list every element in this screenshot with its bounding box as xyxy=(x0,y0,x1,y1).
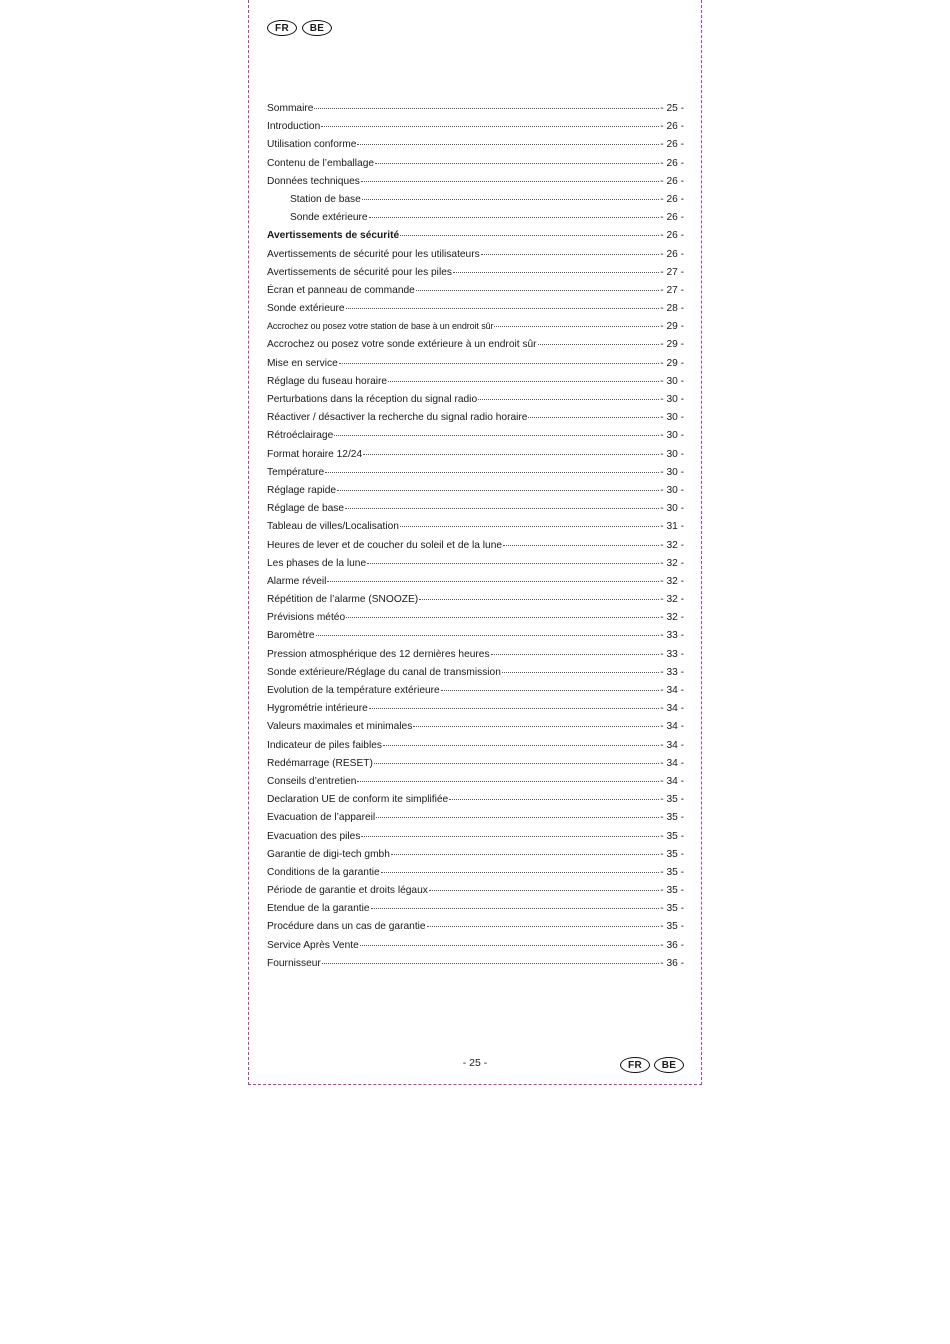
toc-entry-page: - 32 - xyxy=(660,594,684,606)
toc-entry-page: - 30 - xyxy=(660,448,684,460)
toc-entry[interactable] xyxy=(267,467,684,485)
toc-entry[interactable] xyxy=(267,267,684,285)
dot-leader xyxy=(325,472,659,473)
toc-entry[interactable] xyxy=(267,576,684,594)
dot-leader xyxy=(528,417,659,418)
toc-entry-label: Evacuation de l’appareil xyxy=(267,812,376,824)
toc-entry-label: Sonde extérieure/Réglage du canal de transmission xyxy=(267,666,501,678)
toc-entry-label: Sommaire xyxy=(267,103,314,114)
dot-leader xyxy=(416,290,659,291)
toc-entry[interactable] xyxy=(267,958,684,976)
toc-entry[interactable] xyxy=(267,303,684,321)
toc-entry-page: - 29 - xyxy=(660,357,684,369)
dot-leader xyxy=(381,872,660,873)
toc-entry-label: Contenu de l’emballage xyxy=(267,157,375,169)
toc-entry-page: - 35 - xyxy=(660,885,684,897)
toc-entry-page: - 35 - xyxy=(660,903,684,915)
toc-entry-label: Sonde extérieure xyxy=(290,212,368,224)
toc-entry-page: - 30 - xyxy=(660,466,684,478)
dot-leader xyxy=(481,254,660,255)
toc-entry-label: Declaration UE de conform ite simplifiée xyxy=(267,794,449,806)
toc-entry-page: - 36 - xyxy=(660,957,684,969)
toc-entry[interactable] xyxy=(267,176,684,194)
toc-entry-page: - 35 - xyxy=(660,866,684,878)
dot-leader xyxy=(345,508,659,509)
dot-leader xyxy=(339,363,659,364)
toc-entry[interactable] xyxy=(267,158,684,176)
toc-entry[interactable] xyxy=(267,412,684,430)
toc-entry-label: Réglage de base xyxy=(267,503,345,515)
dot-leader xyxy=(383,745,659,746)
dot-leader xyxy=(375,163,659,164)
table-of-contents xyxy=(267,103,684,976)
toc-entry-page: - 32 - xyxy=(660,539,684,551)
toc-entry-page: - 35 - xyxy=(660,794,684,806)
dot-leader xyxy=(316,635,660,636)
toc-entry[interactable] xyxy=(267,503,684,521)
toc-entry-page: - 26 - xyxy=(660,193,684,205)
dot-leader xyxy=(441,690,659,691)
dot-leader xyxy=(453,272,659,273)
toc-entry[interactable] xyxy=(267,194,684,212)
toc-entry-label: Avertissements de sécurité pour les piles xyxy=(267,266,452,278)
toc-entry-label: Valeurs maximales et minimales xyxy=(267,721,413,733)
toc-entry-page: - 29 - xyxy=(660,321,684,333)
toc-entry-label: Procédure dans un cas de garantie xyxy=(267,921,426,933)
toc-entry[interactable] xyxy=(267,249,684,267)
toc-entry-label: Prévisions météo xyxy=(267,612,346,624)
toc-entry[interactable] xyxy=(267,703,684,721)
toc-entry-page: - 32 - xyxy=(660,575,684,587)
dot-leader xyxy=(337,490,659,491)
toc-entry[interactable] xyxy=(267,740,684,758)
toc-entry[interactable] xyxy=(267,776,684,794)
toc-entry-label: Etendue de la garantie xyxy=(267,903,370,915)
toc-entry[interactable] xyxy=(267,285,684,303)
dot-leader xyxy=(357,144,659,145)
dot-leader xyxy=(363,454,659,455)
toc-entry[interactable] xyxy=(267,485,684,503)
toc-entry-label: Avertissements de sécurité xyxy=(267,230,400,242)
toc-entry-label: Station de base xyxy=(290,193,361,205)
toc-entry[interactable] xyxy=(267,812,684,830)
toc-entry[interactable] xyxy=(267,685,684,703)
toc-entry-page: - 34 - xyxy=(660,757,684,769)
toc-entry-label: Accrochez ou posez votre sonde extérieure à un endroit sûr xyxy=(267,339,537,351)
toc-entry[interactable] xyxy=(267,376,684,394)
toc-entry-label: Introduction xyxy=(267,121,321,133)
toc-entry[interactable] xyxy=(267,540,684,558)
toc-entry[interactable] xyxy=(267,630,684,648)
dot-leader xyxy=(321,126,659,127)
dot-leader xyxy=(538,344,660,345)
dot-leader xyxy=(322,963,659,964)
dot-leader xyxy=(369,708,659,709)
toc-entry-page: - 28 - xyxy=(660,303,684,315)
toc-entry[interactable] xyxy=(267,649,684,667)
dot-leader xyxy=(374,763,659,764)
footer-language-badge-fr: FR xyxy=(620,1057,650,1073)
dot-leader xyxy=(327,581,659,582)
toc-entry-page: - 32 - xyxy=(660,612,684,624)
dot-leader xyxy=(419,599,659,600)
toc-entry-label: Evacuation des piles xyxy=(267,830,361,842)
toc-entry-label: Période de garantie et droits légaux xyxy=(267,885,428,897)
toc-entry-label: Alarme réveil xyxy=(267,575,327,587)
toc-entry-label: Réglage rapide xyxy=(267,484,337,496)
toc-entry[interactable] xyxy=(267,867,684,885)
toc-entry-page: - 34 - xyxy=(660,685,684,696)
dot-leader xyxy=(376,817,659,818)
toc-entry-label: Utilisation conforme xyxy=(267,139,357,151)
toc-entry[interactable] xyxy=(267,339,684,357)
dot-leader xyxy=(502,672,659,673)
toc-entry-label: Rétroéclairage xyxy=(267,430,334,442)
toc-entry-page: - 30 - xyxy=(660,394,684,405)
dot-leader xyxy=(449,799,659,800)
toc-entry-label: Écran et panneau de commande xyxy=(267,284,415,296)
toc-entry-label: Réglage du fuseau horaire xyxy=(267,375,388,387)
toc-entry[interactable] xyxy=(267,849,684,867)
dot-leader xyxy=(346,617,659,618)
toc-entry[interactable] xyxy=(267,212,684,230)
toc-entry-label: Format horaire 12/24 xyxy=(267,448,363,460)
dot-leader xyxy=(429,890,659,891)
dot-leader xyxy=(346,308,660,309)
toc-entry-label: Fournisseur xyxy=(267,957,321,969)
toc-entry-page: - 35 - xyxy=(660,830,684,842)
toc-entry-page: - 34 - xyxy=(660,775,684,787)
toc-entry-label: Données techniques xyxy=(267,175,360,187)
toc-entry[interactable] xyxy=(267,794,684,812)
dot-leader xyxy=(400,526,659,527)
toc-entry[interactable] xyxy=(267,230,684,248)
dot-leader xyxy=(357,781,659,782)
dot-leader xyxy=(494,326,659,327)
toc-entry-page: - 26 - xyxy=(660,248,684,260)
toc-entry-label: Les phases de la lune xyxy=(267,557,367,569)
dot-leader xyxy=(413,726,659,727)
toc-entry-page: - 33 - xyxy=(660,666,684,678)
toc-entry-page: - 35 - xyxy=(660,921,684,933)
page-number: - 25 - xyxy=(462,1057,488,1069)
dot-leader xyxy=(371,908,660,909)
toc-entry[interactable] xyxy=(267,612,684,630)
toc-entry-page: - 35 - xyxy=(660,848,684,860)
toc-entry[interactable] xyxy=(267,521,684,539)
toc-entry[interactable] xyxy=(267,449,684,467)
dot-leader xyxy=(388,381,659,382)
toc-entry-label: Garantie de digi-tech gmbh xyxy=(267,848,390,860)
toc-entry-page: - 27 - xyxy=(660,284,684,296)
toc-entry[interactable] xyxy=(267,358,684,376)
toc-entry-label: Sonde extérieure xyxy=(267,303,345,315)
toc-entry-label: Accrochez ou posez votre station de base à un endroit sûr xyxy=(267,321,494,332)
toc-entry-label: Avertissements de sécurité pour les utilisateurs xyxy=(267,248,480,260)
toc-entry-label: Répétition de l’alarme (SNOOZE) xyxy=(267,594,419,606)
toc-entry[interactable] xyxy=(267,321,684,339)
toc-entry-label: Mise en service xyxy=(267,357,338,369)
toc-entry-page: - 30 - xyxy=(660,503,684,515)
toc-entry-page: - 26 - xyxy=(660,175,684,187)
toc-entry-label: Conditions de la garantie xyxy=(267,866,380,878)
toc-entry-page: - 34 - xyxy=(660,721,684,733)
toc-entry-page: - 27 - xyxy=(660,266,684,278)
toc-entry[interactable] xyxy=(267,885,684,903)
dot-leader xyxy=(491,654,660,655)
toc-entry-label: Température xyxy=(267,466,325,478)
toc-entry-page: - 26 - xyxy=(660,121,684,133)
dot-leader xyxy=(334,435,659,436)
toc-entry-label: Tableau de villes/Localisation xyxy=(267,521,399,533)
toc-entry-page: - 34 - xyxy=(660,703,684,715)
dot-leader xyxy=(400,235,659,236)
toc-entry-page: - 36 - xyxy=(660,939,684,951)
toc-entry-page: - 33 - xyxy=(660,648,684,660)
toc-entry-page: - 32 - xyxy=(660,557,684,569)
toc-entry[interactable] xyxy=(267,394,684,412)
toc-entry[interactable] xyxy=(267,430,684,448)
toc-entry-label: Indicateur de piles faibles xyxy=(267,739,382,751)
toc-entry-label: Redémarrage (RESET) xyxy=(267,757,373,769)
toc-entry-label: Conseils d’entretien xyxy=(267,775,357,787)
toc-entry[interactable] xyxy=(267,758,684,776)
dot-leader xyxy=(369,217,660,218)
toc-entry[interactable] xyxy=(267,921,684,939)
dot-leader xyxy=(314,108,659,109)
toc-entry-label: Evolution de la température extérieure xyxy=(267,685,440,696)
toc-entry-page: - 31 - xyxy=(660,521,684,533)
dot-leader xyxy=(361,181,659,182)
toc-entry-label: Baromètre xyxy=(267,630,315,642)
toc-entry-label: Pression atmosphérique des 12 dernières heures xyxy=(267,648,490,660)
toc-entry-page: - 30 - xyxy=(660,484,684,496)
toc-entry-page: - 29 - xyxy=(660,339,684,351)
toc-entry-page: - 26 - xyxy=(660,139,684,151)
toc-entry[interactable] xyxy=(267,831,684,849)
toc-entry-page: - 33 - xyxy=(660,630,684,642)
toc-entry[interactable] xyxy=(267,594,684,612)
dot-leader xyxy=(362,199,659,200)
toc-entry[interactable] xyxy=(267,558,684,576)
toc-entry-label: Hygrométrie intérieure xyxy=(267,703,368,715)
toc-entry-page: - 26 - xyxy=(660,212,684,224)
dot-leader xyxy=(360,945,659,946)
language-badge-be: BE xyxy=(302,20,332,36)
language-badge-fr: FR xyxy=(267,20,297,36)
toc-entry-label: Perturbations dans la réception du signal radio xyxy=(267,394,478,405)
footer-language-badge-be: BE xyxy=(654,1057,684,1073)
toc-entry-page: - 25 - xyxy=(660,103,684,114)
toc-entry-page: - 26 - xyxy=(660,230,684,242)
toc-entry-label: Service Après Vente xyxy=(267,939,359,951)
dot-leader xyxy=(391,854,659,855)
dot-leader xyxy=(478,399,659,400)
document-page xyxy=(248,0,702,1085)
toc-entry-page: - 30 - xyxy=(660,375,684,387)
toc-entry-page: - 30 - xyxy=(660,412,684,424)
toc-entry-label: Réactiver / désactiver la recherche du signal radio horaire xyxy=(267,412,528,424)
dot-leader xyxy=(361,836,659,837)
dot-leader xyxy=(503,545,659,546)
toc-entry-page: - 30 - xyxy=(660,430,684,442)
toc-entry[interactable] xyxy=(267,903,684,921)
toc-entry-page: - 35 - xyxy=(660,812,684,824)
toc-entry-label: Heures de lever et de coucher du soleil et de la lune xyxy=(267,539,503,551)
toc-entry-page: - 26 - xyxy=(660,157,684,169)
toc-entry[interactable] xyxy=(267,721,684,739)
toc-entry[interactable] xyxy=(267,139,684,157)
toc-entry[interactable] xyxy=(267,121,684,139)
dot-leader xyxy=(427,926,660,927)
toc-entry[interactable] xyxy=(267,667,684,685)
dot-leader xyxy=(367,563,659,564)
toc-entry[interactable] xyxy=(267,103,684,121)
toc-entry[interactable] xyxy=(267,940,684,958)
toc-entry-page: - 34 - xyxy=(660,739,684,751)
